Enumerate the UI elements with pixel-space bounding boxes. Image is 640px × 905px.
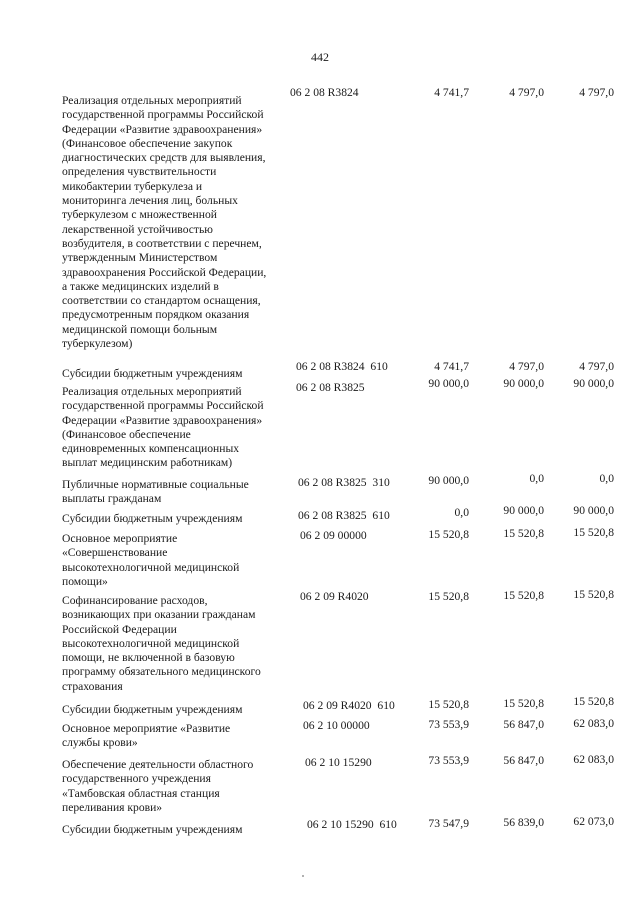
row-value-2: 90 000,0 — [503, 504, 544, 517]
row-value-3: 90 000,0 — [573, 504, 614, 517]
row-description: Основное мероприятие «Совершенствование высокотехнологичной медицинской помощи» — [62, 532, 240, 588]
row-value-3: 15 520,8 — [573, 526, 614, 539]
row-value-3: 4 797,0 — [579, 86, 614, 99]
row-code: 06 2 08 R3825 610 — [298, 509, 390, 522]
row-value-1: 4 741,7 — [434, 360, 469, 373]
row-value-1: 90 000,0 — [428, 377, 469, 390]
row-value-2: 4 797,0 — [509, 360, 544, 373]
row-value-3: 0,0 — [599, 472, 614, 485]
row-value-3: 15 520,8 — [573, 588, 614, 601]
row-value-1: 15 520,8 — [428, 528, 469, 541]
row-code: 06 2 10 00000 — [303, 719, 370, 732]
page-number: 442 — [311, 50, 329, 64]
row-description: Субсидии бюджетным учреждениям — [62, 823, 243, 836]
row-value-2: 15 520,8 — [503, 697, 544, 710]
row-value-3: 4 797,0 — [579, 360, 614, 373]
row-value-2: 15 520,8 — [503, 527, 544, 540]
row-description: Реализация отдельных мероприятий государственной программы Российской Федерации «Развитие здравоохранения» (Финансовое обеспечение закупок диагностических средств для выявления, определения чувствительности микобактерии туберкулеза и мониторинга лечения лиц, больных туберкулезом с множественной лекарственной устойчивостью возбудителя, в соответствии с перечнем, утвержденным Министерством здравоохранения Российской Федерации, а также медицинских изделий в соответствии со стандартом оснащения, предусмотренным порядком оказания медицинской помощи больным туберкулезом) — [62, 94, 267, 351]
scan-speck — [302, 875, 304, 877]
row-code: 06 2 09 R4020 — [300, 590, 369, 603]
row-value-1: 4 741,7 — [434, 86, 469, 99]
row-code: 06 2 10 15290 — [305, 756, 372, 769]
row-code: 06 2 08 R3825 310 — [298, 476, 390, 489]
row-value-2: 56 847,0 — [503, 718, 544, 731]
row-value-2: 4 797,0 — [509, 86, 544, 99]
row-description: Софинансирование расходов, возникающих при оказании гражданам Российской Федерации высокотехнологичной медицинской помощи, не включенной в базовую программу обязательного медицинского страхования — [62, 594, 261, 693]
row-value-2: 56 847,0 — [503, 754, 544, 767]
row-description: Обеспечение деятельности областного государственного учреждения «Тамбовская областная станция переливания крови» — [62, 758, 254, 814]
row-description: Основное мероприятие «Развитие службы крови» — [62, 722, 231, 750]
row-value-1: 73 547,9 — [428, 817, 469, 830]
row-value-2: 56 839,0 — [503, 816, 544, 829]
row-value-3: 90 000,0 — [573, 377, 614, 390]
row-description: Реализация отдельных мероприятий государственной программы Российской Федерации «Развитие здравоохранения» (Финансовое обеспечение единовременных компенсационных выплат медицинским работникам) — [62, 385, 264, 470]
row-value-3: 62 083,0 — [573, 753, 614, 766]
row-code: 06 2 08 R3824 610 — [296, 360, 388, 373]
row-value-1: 15 520,8 — [428, 698, 469, 711]
row-code: 06 2 08 R3824 — [290, 86, 359, 99]
row-value-2: 15 520,8 — [503, 589, 544, 602]
row-description: Субсидии бюджетным учреждениям — [62, 703, 243, 716]
row-value-1: 73 553,9 — [428, 754, 469, 767]
row-code: 06 2 09 00000 — [300, 529, 367, 542]
row-code: 06 2 08 R3825 — [296, 381, 365, 394]
row-description: Публичные нормативные социальные выплаты гражданам — [62, 478, 249, 506]
row-value-2: 0,0 — [529, 472, 544, 485]
row-value-1: 15 520,8 — [428, 590, 469, 603]
row-value-3: 62 073,0 — [573, 815, 614, 828]
row-value-3: 62 083,0 — [573, 717, 614, 730]
row-value-1: 73 553,9 — [428, 718, 469, 731]
row-description: Субсидии бюджетным учреждениям — [62, 367, 243, 380]
row-value-2: 90 000,0 — [503, 377, 544, 390]
row-value-1: 90 000,0 — [428, 474, 469, 487]
row-code: 06 2 09 R4020 610 — [303, 699, 395, 712]
row-value-3: 15 520,8 — [573, 695, 614, 708]
row-code: 06 2 10 15290 610 — [307, 818, 397, 831]
row-description: Субсидии бюджетным учреждениям — [62, 512, 243, 525]
row-value-1: 0,0 — [454, 506, 469, 519]
